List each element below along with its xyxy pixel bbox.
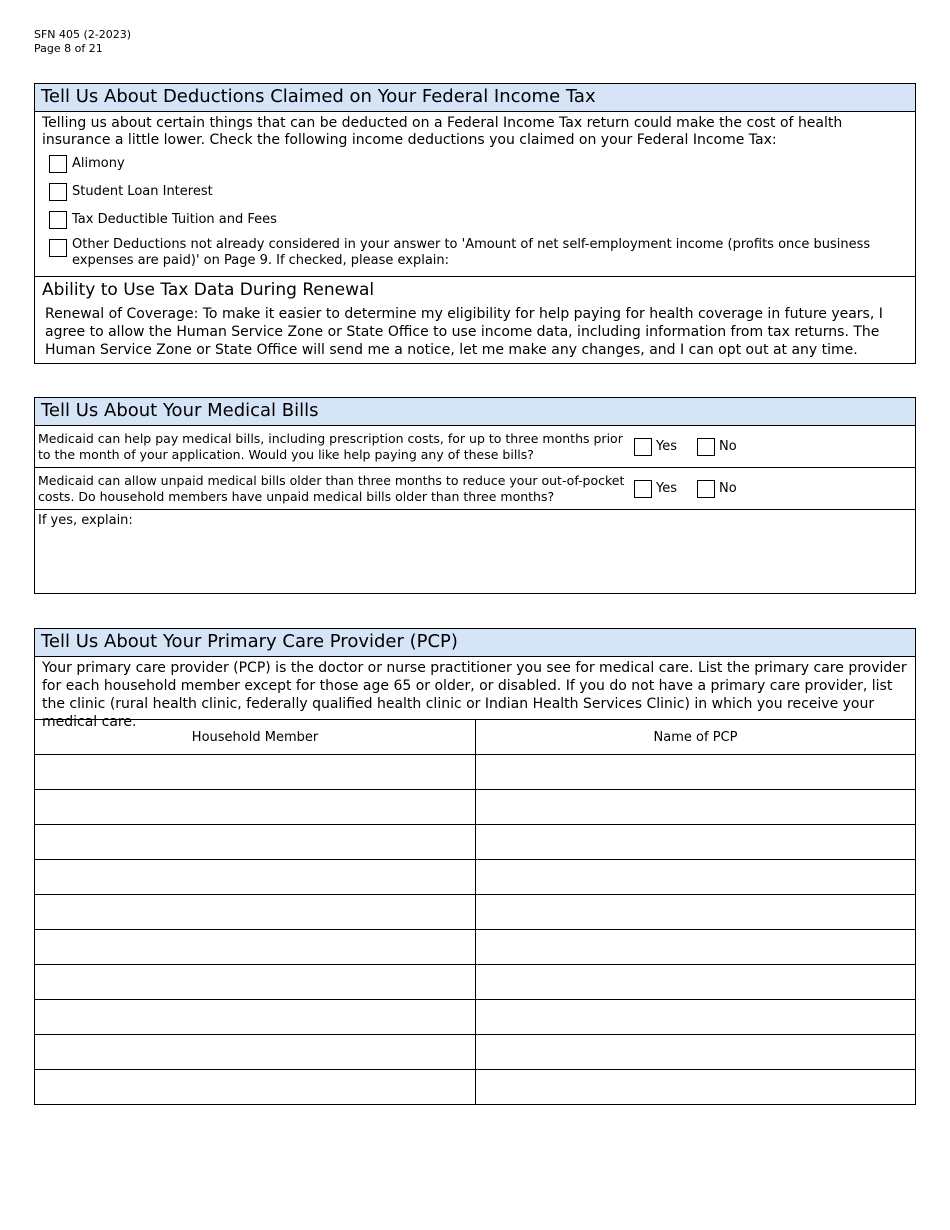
pcp-name-cell[interactable] xyxy=(476,755,916,790)
student-loan-checkbox[interactable] xyxy=(49,183,67,201)
pcp-name-cell[interactable] xyxy=(476,860,916,895)
table-header-row xyxy=(35,720,916,755)
q1-yes-option[interactable] xyxy=(634,438,677,456)
deduction-option-student-loan[interactable] xyxy=(35,178,915,206)
deduction-option-alimony[interactable] xyxy=(35,150,915,178)
household-member-header: Household Member xyxy=(35,720,476,755)
pcp-name-cell[interactable] xyxy=(476,1000,916,1035)
table-row xyxy=(35,965,916,1000)
table-row xyxy=(35,790,916,825)
page-number: Page 8 of 21 xyxy=(34,42,103,55)
q1-no-label: No xyxy=(719,438,737,454)
pcp-title: Tell Us About Your Primary Care Provider (PCP) xyxy=(35,629,915,657)
explain-field[interactable] xyxy=(35,510,915,592)
household-member-cell[interactable] xyxy=(35,965,476,1000)
student-loan-label: Student Loan Interest xyxy=(72,184,213,199)
q2-yes-option[interactable] xyxy=(634,480,677,498)
q2-no-option[interactable] xyxy=(697,480,737,498)
medical-bills-question-1 xyxy=(35,426,915,468)
pcp-name-cell[interactable] xyxy=(476,895,916,930)
q2-no-label: No xyxy=(719,480,737,496)
alimony-label: Alimony xyxy=(72,156,125,171)
household-member-cell[interactable] xyxy=(35,1070,476,1105)
pcp-name-cell[interactable] xyxy=(476,965,916,1000)
table-row xyxy=(35,895,916,930)
form-id: SFN 405 (2-2023) xyxy=(34,28,132,41)
tuition-checkbox[interactable] xyxy=(49,211,67,229)
explain-label: If yes, explain: xyxy=(38,513,133,528)
pcp-section xyxy=(34,628,916,730)
household-member-cell[interactable] xyxy=(35,860,476,895)
deduction-option-tuition[interactable] xyxy=(35,206,915,234)
household-member-cell[interactable] xyxy=(35,895,476,930)
medical-bills-question-2 xyxy=(35,468,915,510)
household-member-cell[interactable] xyxy=(35,825,476,860)
table-row xyxy=(35,1070,916,1105)
deductions-title: Tell Us About Deductions Claimed on Your Federal Income Tax xyxy=(35,84,915,112)
household-member-cell[interactable] xyxy=(35,1000,476,1035)
q2-no-checkbox[interactable] xyxy=(697,480,715,498)
household-member-cell[interactable] xyxy=(35,930,476,965)
medical-bills-section xyxy=(34,397,916,594)
other-deductions-checkbox[interactable] xyxy=(49,239,67,257)
table-row xyxy=(35,755,916,790)
household-member-cell[interactable] xyxy=(35,755,476,790)
q1-no-option[interactable] xyxy=(697,438,737,456)
table-row xyxy=(35,1035,916,1070)
pcp-table xyxy=(34,719,916,1105)
q1-no-checkbox[interactable] xyxy=(697,438,715,456)
household-member-cell[interactable] xyxy=(35,790,476,825)
renewal-title: Ability to Use Tax Data During Renewal xyxy=(42,280,375,300)
form-header xyxy=(34,28,131,56)
name-of-pcp-header: Name of PCP xyxy=(476,720,916,755)
question-2-text: Medicaid can allow unpaid medical bills older than three months to reduce your out-of-pocket costs. Do household members have unpaid medical bills older than three months? xyxy=(38,472,625,504)
pcp-name-cell[interactable] xyxy=(476,930,916,965)
deduction-option-other[interactable] xyxy=(35,234,915,276)
deductions-intro: Telling us about certain things that can be deducted on a Federal Income Tax return could make the cost of health insurance a little lower. Check the following income deductions you claimed on your Federal Income Tax: xyxy=(42,115,843,148)
pcp-name-cell[interactable] xyxy=(476,1035,916,1070)
table-row xyxy=(35,825,916,860)
table-row xyxy=(35,860,916,895)
q1-yes-checkbox[interactable] xyxy=(634,438,652,456)
question-1-text: Medicaid can help pay medical bills, including prescription costs, for up to three months prior to the month of your application. Would you like help paying any of these bills? xyxy=(38,430,623,462)
pcp-name-cell[interactable] xyxy=(476,825,916,860)
medical-bills-title: Tell Us About Your Medical Bills xyxy=(35,398,915,426)
table-row xyxy=(35,1000,916,1035)
renewal-text: Renewal of Coverage: To make it easier to determine my eligibility for help paying for health coverage in future years, I agree to allow the Human Service Zone or State Office to use income data, including information from tax returns. The Human Service Zone or State Office will send me a notice, let me make any changes, and I can opt out at any time. xyxy=(45,306,883,358)
pcp-intro: Your primary care provider (PCP) is the doctor or nurse practitioner you see for medical care. List the primary care provider for each household member except for those age 65 or older, or disabled. If you do not have a primary care provider, list the clinic (rural health clinic, federally qualified health clinic or Indian Health Services Clinic) in which you receive your medical care. xyxy=(42,660,907,730)
pcp-name-cell[interactable] xyxy=(476,790,916,825)
q2-yes-checkbox[interactable] xyxy=(634,480,652,498)
pcp-name-cell[interactable] xyxy=(476,1070,916,1105)
q1-yes-label: Yes xyxy=(656,438,677,454)
deductions-section xyxy=(34,83,916,364)
table-row xyxy=(35,930,916,965)
household-member-cell[interactable] xyxy=(35,1035,476,1070)
q2-yes-label: Yes xyxy=(656,480,677,496)
other-deductions-label: Other Deductions not already considered in your answer to 'Amount of net self-employment income (profits once business expenses are paid)' on Page 9. If checked, please explain: xyxy=(72,237,871,268)
alimony-checkbox[interactable] xyxy=(49,155,67,173)
tuition-label: Tax Deductible Tuition and Fees xyxy=(72,212,277,227)
